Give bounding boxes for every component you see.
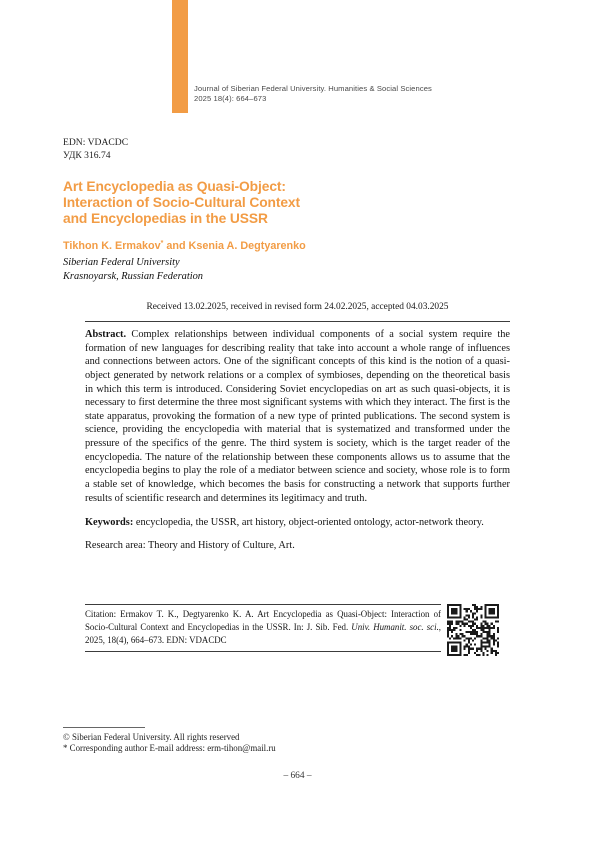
journal-accent-bar [172,0,188,113]
corresponding-author-mark: * [160,240,164,247]
citation-section [85,604,510,656]
article-codes [63,137,128,162]
abstract-paragraph [85,328,510,505]
citation-prefix: Citation: Ermakov T. K., Degtyarenko K. A. Art Encyclopedia as Quasi-Object: Interaction of Socio-Cultural Context and Encyclopedias in the USSR. In: J. Sib. Fed. [85,609,441,633]
citation-journal-italic: Univ. Humanit. soc. sci. [351,622,439,633]
footnote-block [63,727,276,754]
author-name: and Ksenia A. Degtyarenko [163,240,306,252]
affiliation-city: Krasnoyarsk, Russian Federation [63,270,203,282]
article-title-line: Art Encyclopedia as Quasi-Object: [63,179,286,194]
research-area: Research area: Theory and History of Culture, Art. [85,539,295,551]
keywords-label: Keywords: [85,517,134,529]
udk-code: УДК 316.74 [63,149,111,161]
keywords-paragraph [85,516,510,530]
article-title-line: and Encyclopedias in the USSR [63,211,268,227]
article-title-line: Interaction of Socio-Cultural Context [63,195,300,211]
abstract-text: Complex relationships between individual components of a social system require the formation of new languages for describing reality that take into account a whole range of influences and connections between actors. One of the significant concepts of this kind is the notion of a quasi-object generated by network relations or a complex of symbioses, depending on the theoretical basis in which this term is introduced. Considering Soviet encyclopedias on art as such quasi-objects, it is necessary to first determine the three most significant systems with which they interact. The first is the state apparatus, provoking the formation of a new type of printed publications. The second system is science, providing the encyclopedia with material that is systematized and transformed under the pressure of the specifics of the genre. The third system is society, which is the target reader of the encyclopedia. The nature of the relationship between these components allows us to assume that the encyclopedia begins to play the role of a mediator between science and society, whose role is to form a stable set of knowledge, which becomes the basis for constructing a network that supports further results of scientific research and determines its legitimacy and truth. [85,329,510,504]
corresponding-author-line: * Corresponding author E-mail address: erm-tihon@mail.ru [63,742,276,753]
qr-code [447,604,499,656]
affiliation-university: Siberian Federal University [63,257,180,268]
author-name: Tikhon K. Ermakov [63,240,161,252]
journal-header [194,84,432,104]
citation-suffix: , 2025, 18(4), 664–673. EDN: VDACDC [85,622,442,646]
footnote-rule [63,727,145,728]
edn-code: EDN: VDACDC [63,137,129,148]
abstract-label: Abstract. [85,329,127,340]
copyright-line: © Siberian Federal University. All rights reserved [63,732,240,742]
journal-name: Journal of Siberian Federal University. Humanities & Social Sciences [194,84,432,93]
abstract-section [85,321,510,552]
keywords-text: encyclopedia, the USSR, art history, object-oriented ontology, actor-network theory. [133,517,484,529]
authors-line [63,240,306,252]
article-title [63,179,300,228]
citation-text [85,604,441,652]
affiliation [63,256,203,283]
page-number: – 664 – [283,771,312,781]
journal-issue: 2025 18(4): 664–673 [194,94,267,103]
received-dates: Received 13.02.2025, received in revised form 24.02.2025, accepted 04.03.2025 [146,302,449,312]
